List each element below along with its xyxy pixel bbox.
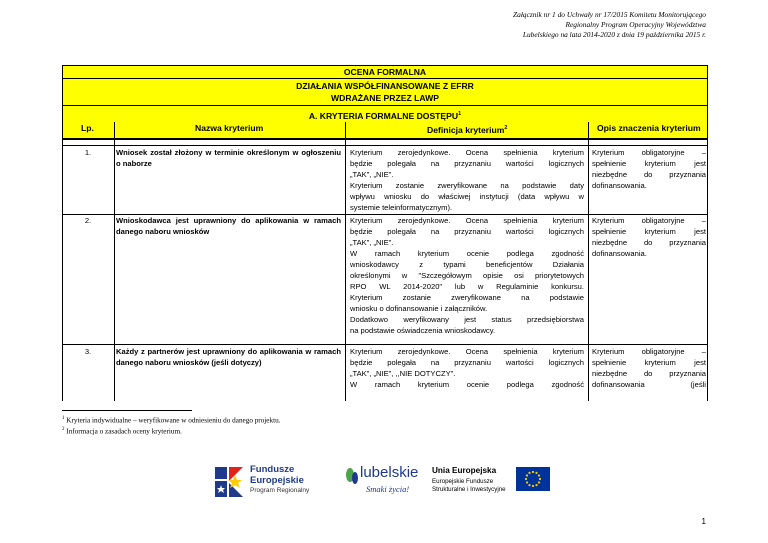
logo-lubelskie-tagline: Smaki życia!	[366, 484, 410, 494]
opis-line: Kryterium obligatoryjne –	[592, 216, 706, 225]
footnotes	[62, 414, 280, 437]
banner-title	[62, 65, 708, 79]
definition-line: Kryterium zostanie zweryfikowane na podstawie daty	[350, 181, 584, 190]
eu-flag-icon	[516, 467, 550, 491]
definition-line: Kryterium zostanie zweryfikowane na podstawie	[350, 293, 584, 302]
footnote-2	[62, 425, 280, 436]
row-1-definition	[350, 147, 584, 213]
logo-ue-line1: Unia Europejska	[432, 466, 497, 475]
header-note-line: Regionalny Program Operacyjny Województwa	[565, 20, 706, 29]
footnote-ref: 1	[458, 111, 462, 117]
row-2-opis	[592, 215, 706, 259]
logo-ue-line2: Europejskie Fundusze	[432, 478, 494, 485]
definition-line: wpływu wniosku do właściwej instytucji (data wpływu w	[350, 192, 584, 201]
column-header-lp: Lp.	[81, 123, 94, 133]
opis-line: spełnienie kryterium jest	[592, 358, 706, 367]
definition-line: „TAK”, „NIE”.	[350, 170, 394, 179]
logo-lubelskie-name: lubelskie	[360, 464, 419, 481]
row-3-lp: 3.	[84, 347, 92, 356]
footnote-1	[62, 414, 280, 425]
row-divider	[62, 344, 708, 345]
definition-line: będzie polegała na przyznaniu wartości logicznych	[350, 358, 584, 367]
row-1-opis	[592, 147, 706, 191]
definition-line: Dodatkowo weryfikowany jest status przedsiębiorstwa	[350, 315, 584, 324]
definition-line: wniosku o dofinansowanie i załączników.	[350, 304, 488, 313]
definition-line: określonymi w "Szczegółowym opisie osi priorytetowych	[350, 271, 584, 280]
logo-fe-line3: Program Regionalny	[250, 487, 310, 494]
footnote-ref: 2	[504, 125, 508, 131]
lubelskie-leaf-icon	[344, 466, 360, 488]
footnote-text: Informacja o zasadach oceny kryterium.	[66, 427, 182, 436]
table-header	[62, 105, 708, 139]
footnote-text: Kryteria indywidualne – weryfikowane w odniesieniu do danego projektu.	[66, 416, 281, 425]
column-header-definition	[427, 123, 507, 135]
banner-subtitle	[62, 78, 708, 106]
row-3-definition	[350, 346, 584, 390]
column-divider	[114, 122, 115, 401]
page-number: 1	[701, 517, 706, 526]
definition-line: „TAK”, „NIE”, ,,NIE DOTYCZY”.	[350, 369, 456, 378]
opis-line: niezbędne do przyznania	[592, 369, 706, 378]
logo-fe-line1: Fundusze	[250, 464, 295, 475]
definition-line: systemie teleinformatycznym).	[350, 203, 453, 212]
opis-line: spełnienie kryterium jest	[592, 159, 706, 168]
definition-line: Kryterium zerojedynkowe. Ocena spełnienia kryterium	[350, 216, 584, 225]
definition-line: W ramach kryterium ocenie podlega zgodność	[350, 380, 584, 389]
opis-line: Kryterium obligatoryjne –	[592, 347, 706, 356]
header-note	[346, 10, 706, 40]
opis-line: dofinansowania (jeśli	[592, 380, 706, 389]
definition-line: będzie polegała na przyznaniu wartości logicznych	[350, 227, 584, 236]
section-title	[63, 109, 707, 121]
footnote-number: 1	[62, 416, 65, 421]
definition-line: Kryterium zerojedynkowe. Ocena spełnienia kryterium	[350, 148, 584, 157]
column-divider	[345, 122, 346, 401]
column-header-opis: Opis znaczenia kryterium	[597, 123, 701, 133]
definition-line: RPO WL 2014-2020" lub w Regulaminie konkursu.	[350, 282, 584, 291]
row-divider	[62, 145, 708, 146]
logo-fundusze-europejskie	[212, 462, 332, 502]
row-2-name: Wnioskodawca jest uprawniony do aplikowania w ramach danego naboru wniosków	[116, 216, 341, 236]
row-divider	[62, 139, 708, 140]
row-2-definition	[350, 215, 584, 336]
row-2-lp: 2.	[84, 216, 92, 225]
banner-line-2: WDRAŻANE PRZEZ LAWP	[331, 93, 439, 103]
fundusze-star-icon	[212, 463, 246, 501]
header-note-line: Załącznik nr 1 do Uchwały nr 17/2015 Komitetu Monitorującego	[513, 10, 706, 19]
banner-title-text: OCENA FORMALNA	[343, 67, 427, 77]
header-note-line: Lubelskiego na lata 2014-2020 z dnia 19 października 2015 r.	[522, 30, 706, 39]
opis-line: niezbędne do przyznania	[592, 238, 706, 247]
table-border-left	[62, 139, 63, 401]
definition-line: W ramach kryterium ocenie podlega zgodność	[350, 249, 584, 258]
definition-line: wnioskodawcy z typami beneficjentów Działania	[350, 260, 584, 269]
column-header-name: Nazwa kryterium	[195, 123, 264, 133]
logo-unia-europejska	[432, 462, 552, 502]
definition-line: „TAK”, „NIE”.	[350, 238, 394, 247]
definition-line: na podstawie oświadczenia wnioskodawcy.	[350, 326, 496, 335]
definition-line: Kryterium zerojedynkowe. Ocena spełnienia kryterium	[350, 347, 584, 356]
row-1-name: Wniosek został złożony w terminie określonym w ogłoszeniu o naborze	[116, 148, 341, 168]
opis-line: spełnienie kryterium jest	[592, 227, 706, 236]
banner-line-1: DZIAŁANIA WSPÓŁFINANSOWANE Z EFRR	[296, 81, 474, 91]
table-border-right	[707, 139, 708, 401]
row-1-lp: 1.	[84, 148, 92, 157]
opis-line: Kryterium obligatoryjne –	[592, 148, 706, 157]
footnote-separator	[62, 410, 192, 411]
logo-lubelskie	[342, 462, 422, 502]
opis-line: niezbędne do przyznania	[592, 170, 706, 179]
column-header-definition-text: Definicja kryterium	[427, 124, 505, 135]
row-3-opis	[592, 346, 706, 390]
row-3-name: Każdy z partnerów jest uprawniony do aplikowania w ramach danego naboru wniosków (jeśli dotyczy)	[116, 347, 341, 367]
logo-ue-line3: Strukturalne i Inwestycyjne	[432, 486, 506, 493]
opis-line: dofinansowania.	[592, 181, 647, 190]
logo-strip	[0, 462, 768, 502]
definition-line: będzie polegała na przyznaniu wartości logicznych	[350, 159, 584, 168]
section-title-text: A. KRYTERIA FORMALNE DOSTĘPU	[308, 110, 459, 121]
logo-fe-line2: Europejskie	[250, 475, 304, 486]
opis-line: dofinansowania.	[592, 249, 647, 258]
column-divider	[588, 122, 589, 401]
footnote-number: 2	[62, 427, 65, 433]
